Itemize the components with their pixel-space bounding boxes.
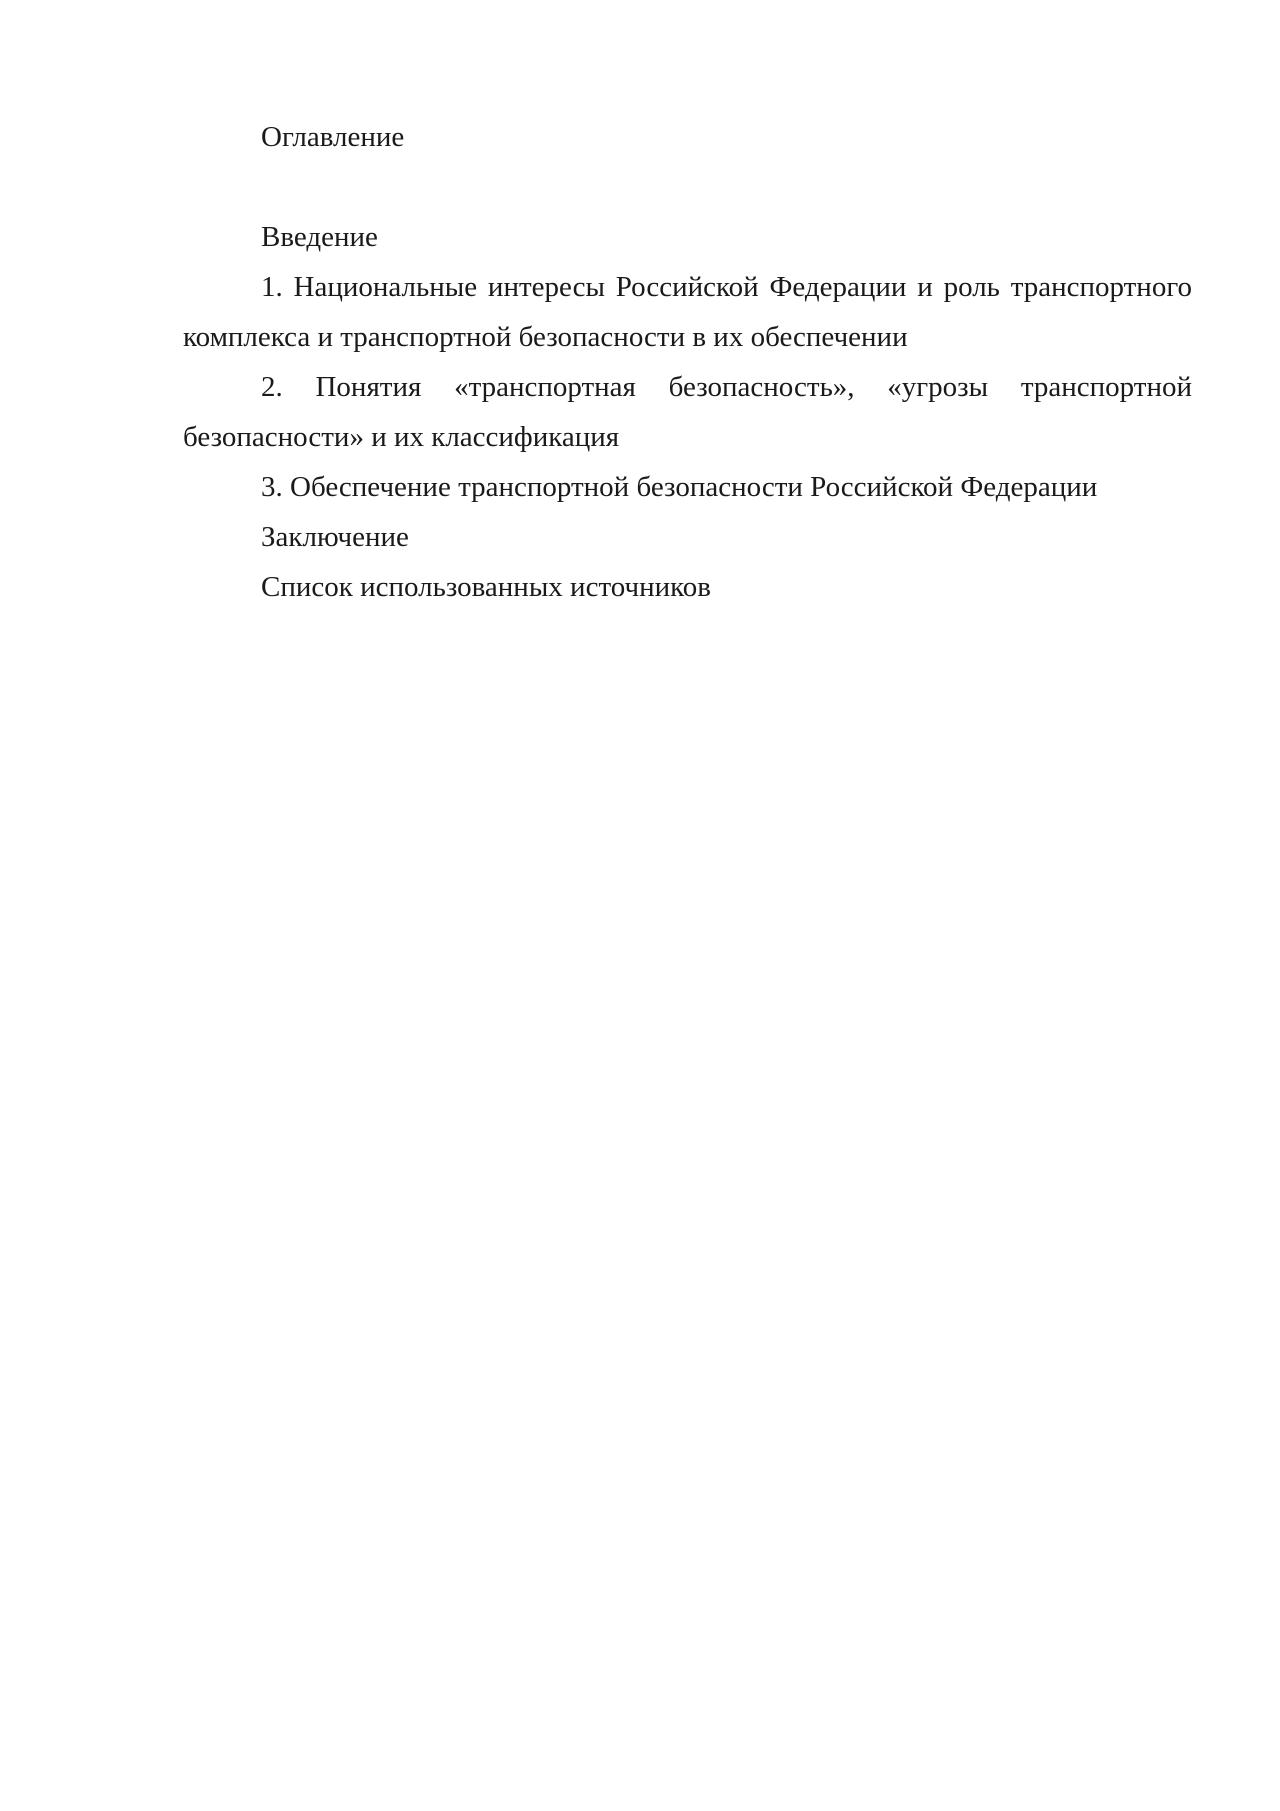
toc-entry-introduction: Введение: [261, 221, 378, 253]
toc-entry-chapter-2: 2. Понятия «транспортная безопасность», «угрозы транспортной безопасности» и их классификация: [183, 371, 1192, 453]
toc-entry-conclusion: Заключение: [261, 521, 409, 553]
toc-entry-references: Список использованных источников: [261, 571, 711, 603]
toc-entry-chapter-1: 1. Национальные интересы Российской Федерации и роль транспортного комплекса и транспортной безопасности в их обеспечении: [183, 271, 1192, 353]
table-of-contents: [183, 112, 1192, 612]
toc-title: Оглавление: [261, 121, 405, 153]
toc-entry-chapter-3: 3. Обеспечение транспортной безопасности Российской Федерации: [261, 471, 1098, 503]
